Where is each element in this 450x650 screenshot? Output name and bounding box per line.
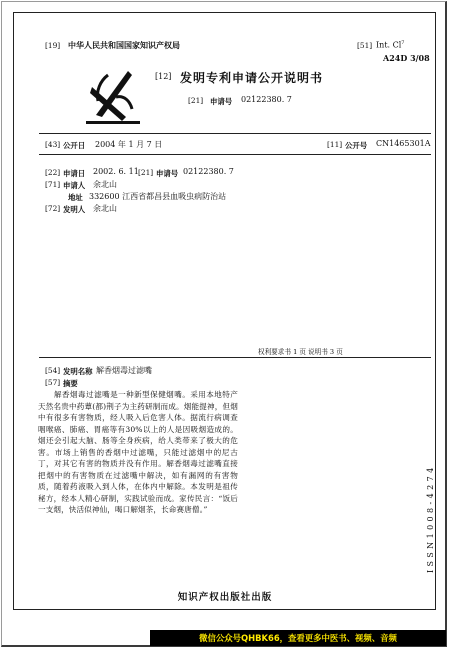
watermark-banner: 微信公众号QHBK66，查看更多中医书、视频、音频 (150, 630, 446, 646)
address-label: 地址 (68, 193, 83, 202)
int-cl-code: [51] (357, 41, 373, 50)
divider-biblio (39, 154, 431, 155)
divider-top (39, 133, 431, 134)
doc-type-code: [12] (155, 72, 172, 81)
invention-title: 解香烟毒过滤嘴 (96, 366, 152, 375)
appl-no-label: 申请号 (210, 97, 233, 106)
appl-no-code: [21] (188, 96, 204, 105)
inventor-label: 发明人 (63, 205, 86, 214)
pub-no-code: [11] (327, 140, 343, 149)
applicant-value: 余北山 (93, 180, 117, 189)
ipc-classification: A24D 3/08 (383, 53, 430, 63)
sipo-logo (86, 67, 140, 125)
issn-number: ISSN1008-4274 (426, 464, 435, 573)
filing-date-code: [22] (45, 168, 61, 177)
pub-no-label: 公开号 (345, 141, 368, 150)
title-code: [54] (45, 366, 61, 375)
abstract-code: [57] (45, 378, 61, 387)
address-value: 332600 江西省都昌县血吸虫病防治站 (89, 192, 227, 201)
applicant-label: 申请人 (63, 181, 86, 190)
biblio-appl-label: 申请号 (156, 169, 179, 178)
filing-date-label: 申请日 (63, 169, 86, 178)
abstract-text: 解香烟毒过滤嘴是一种新型保健烟嘴。采用本地特产天然名贵中药蕈(都)荆子为主药研制而成。烟能提神，但烟中有很多有害物质，经人吸入后危害人体。据流行病调查咽喉癌、肺癌、胃癌等有30%以上的人是因吸烟造成的。烟还会引起大脑、肠等全身疾病，给人类带来了极大的危害。市场上销售的香烟中过滤嘴，只能过滤烟中的尼古丁，对其它有害的物质并没有作用。解香烟毒过滤嘴直接把烟中的有害物质在过滤嘴中解决，如有漏网的有害物质，随着药液吸入到人体，在体内中解除。本发明是祖传秘方，经本人精心研制，实践试验而成。家传民言：“饭后一支烟，快活似神仙，喝口解烟茶，长命赛唐僧。” (38, 390, 238, 514)
doc-type-title: 发明专利申请公开说明书 (180, 71, 324, 85)
inventor-code: [72] (45, 204, 61, 213)
pub-no-value: CN1465301A (376, 139, 431, 148)
filing-date-value: 2002. 6. 11 (93, 167, 139, 176)
pub-date-label: 公开日 (63, 141, 86, 150)
inventor-value: 余北山 (93, 204, 117, 213)
patent-page (13, 12, 436, 610)
country-code: [19] (45, 41, 61, 50)
office-name: 中华人民共和国国家知识产权局 (68, 41, 180, 50)
biblio-appl-code: [21] (138, 168, 154, 177)
int-cl-label: Int. Cl$^7$ (376, 40, 405, 50)
page-count: 权利要求书 1 页 说明书 3 页 (258, 348, 343, 356)
appl-no-value: 02122380. 7 (241, 95, 292, 104)
title-label: 发明名称 (63, 367, 93, 376)
applicant-code: [71] (45, 180, 61, 189)
abstract-label: 摘要 (63, 379, 78, 388)
pub-date-code: [43] (45, 140, 61, 149)
biblio-appl-value: 02122380. 7 (183, 167, 234, 176)
pub-date-value: 2004 年 1 月 7 日 (95, 140, 163, 149)
divider-abstract (39, 357, 431, 358)
publisher: 知识产权出版社出版 (177, 592, 273, 603)
